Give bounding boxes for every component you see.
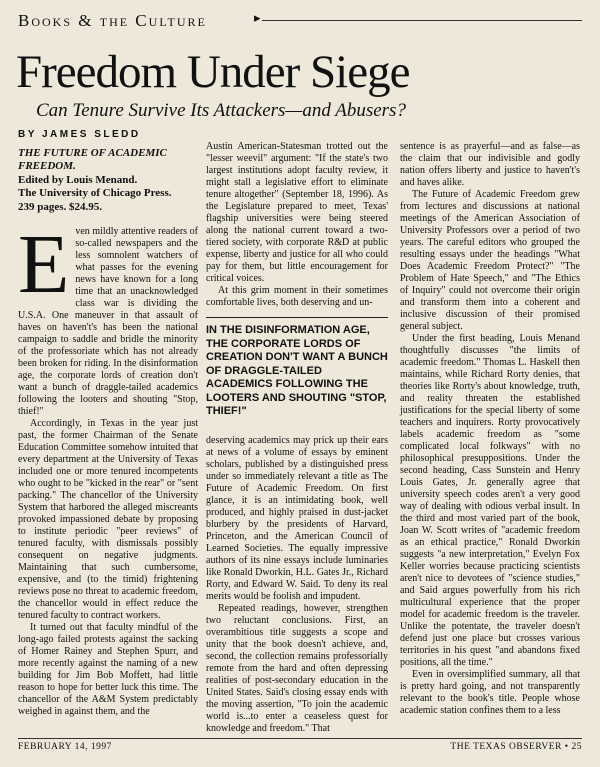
paragraph: sentence is as prayerful—and as false—as the claim that our indivisible and godly nation offers liberty and justice to haven't's and haves alike. <box>400 141 580 188</box>
paragraph: Austin American-Statesman trotted out the "lesser weevil" argument: "If the state's two largest institutions adopt faculty review, it might stall a legislative effort to eliminate tenure altogether" (September 18, 1996). As the Legislature prepared to meet, Texas' flagship universities were being steered along the national current toward a two-tiered society, with corporate R&D at public expense, liberty and justice for all who could pay for them, but little encouragement for critical voices. <box>206 141 388 284</box>
column-1 <box>18 147 198 718</box>
drop-cap: E <box>18 218 70 312</box>
section-arrow-icon: ▸ <box>254 10 261 25</box>
book-title-line2: FREEDOM. <box>18 160 76 173</box>
paragraph: Under the first heading, Louis Menand thoughtfully discusses "the limits of academic freedom." Thomas L. Haskell then maintains, while Richard Rorty denies, that theories like Rorty's about knowledge, truth, and reality threaten the established justifications for the special liberty of some teachers and inquirers. Rorty provocatively labels academic freedom as "some complicated local folkways" with no philosophical presuppositions. Under the second heading, Cass Sunstein and Henry Louis Gates, Jr. generally agree that university speech codes aren't a very good way of dealing with odious verbal insult. In the third and most varied part of the book, Joan W. Scott writes of "academic freedom as an ethical practice," Ronald Dworkin suggests "a new interpretation," Evelyn Fox Keller worries because practicing scientists aren't nice to devotees of "science studies," and Said argues powerfully from his rich multicultural experience that the proper model for academic freedom is the traveler. Unlike the potentate, the traveler doesn't defend just one place but crosses various territories in his quest "and abandons fixed positions, all the time." <box>400 333 580 668</box>
paragraph: The Future of Academic Freedom grew from lectures and discussions at national meetings of the American Association of University Professors over a period of two years. The careful editors who grouped the resulting essays under the headings "What Does Academic Freedom Protect?" "The Problem of Hate Speech," and "The Ethics of Inquiry" could not overcome their origin and transform them into a coherent and inclusive discussion of their promised general subject. <box>400 189 580 332</box>
column-3 <box>400 141 580 717</box>
article-byline: BY JAMES SLEDD <box>18 129 141 140</box>
paragraph: Accordingly, in Texas in the year just past, the former Chairman of the Senate Education Committee somehow intuited that every department at the University of Texas included one or more tenured incompetents who ought to be "kicked in the rear" or "sent packing." The chancellor of the University System that harbored the alleged miscreants provoked impassioned debate by proposing to institute periodic "peer reviews" of tenured faculty, with dismissals possibly consequent on negative judgments. Maintaining that such cumbersome, expensive, and (to the timid) frightening reviews pose no threat to academic freedom, the chancellor would in effect reduce the tenured faculty to contract workers. <box>18 418 198 622</box>
paragraph <box>18 218 198 418</box>
footer-page-number: THE TEXAS OBSERVER • 25 <box>450 742 582 752</box>
footer-date: FEBRUARY 14, 1997 <box>18 742 112 752</box>
book-details: 239 pages. $24.95. <box>18 200 103 213</box>
section-heading: Books & the Culture <box>18 11 207 30</box>
paragraph: Repeated readings, however, strengthen two reluctant conclusions. First, an overambitious title suggests a scope and unity that the book doesn't achieve, and, second, the collection remains professorially remote from the hard and often depressing realities of post-secondary education in the United States. Said's closing essay ends with the moving assertion, "To join the academic world is...to enter a ceaseless quest for knowledge and freedom." That <box>206 602 388 734</box>
article-headline: Freedom Under Siege <box>16 46 410 98</box>
paragraph: deserving academics may prick up their ears at news of a volume of essays by eminent scholars, published by a distinguished press under so immediately relevant a title as The Future of Academic Freedom. On first glance, it is an intimidating book, well produced, and highly praised in dust-jacket blurbery by the presidents of Harvard, Princeton, and the American Council of Learned Societies. The equally impressive authors of its nine essays include luminaries like Ronald Dworkin, H.L. Gates Jr., Richard Rorty, and Edward W. Said. To deny its real merits would be foolish and impudent. <box>206 434 388 602</box>
book-title-line1: THE FUTURE OF ACADEMIC <box>18 147 167 159</box>
section-rule <box>262 20 582 21</box>
book-info <box>18 147 198 214</box>
paragraph: Even in oversimplified summary, all that is pretty hard going, and not transparently relevant to the book's title. People whose academic station confines them to a less <box>400 669 580 716</box>
book-editor: Edited by Louis Menand. <box>18 173 138 186</box>
footer-rule <box>18 738 582 739</box>
article-subhead: Can Tenure Survive Its Attackers—and Abusers? <box>36 100 406 121</box>
pull-quote: IN THE DISINFORMATION AGE, THE CORPORATE LORDS OF CREATION DON'T WANT A BUNCH OF DRAGGLE-TAILED ACADEMICS FOLLOWING THE LOOTERS AND SHOUTING "STOP, THIEF!" <box>206 317 388 429</box>
column-2 <box>206 141 388 735</box>
book-publisher: The University of Chicago Press. <box>18 187 172 200</box>
paragraph: It turned out that faculty mindful of the long-ago failed protests against the sacking of Homer Rainey and Stephen Spurr, and more recently against the naming of a new building for Jim Bob Moffett, had little reason to hope for better luck this time. The chancellor of the A&M System predictably weighed in against them, and the <box>18 622 198 718</box>
paragraph: At this grim moment in their sometimes comfortable lives, both deserving and un- <box>206 285 388 308</box>
paragraph-text: ven mildly attentive readers of so-called newspapers and the less somnolent watchers of what passes for the evening news have known for a long time that an unacknowledged class war is dividing the U.S.A. One maneuver in that assault of haves on haven't's has been the national campaign to saddle and bridle the minority of the professoriate which has not already been broken for riding. In the disinformation age, the corporate lords of creation don't want a bunch of draggle-tailed academics following the looters and shouting "Stop, thief!" <box>18 226 198 418</box>
